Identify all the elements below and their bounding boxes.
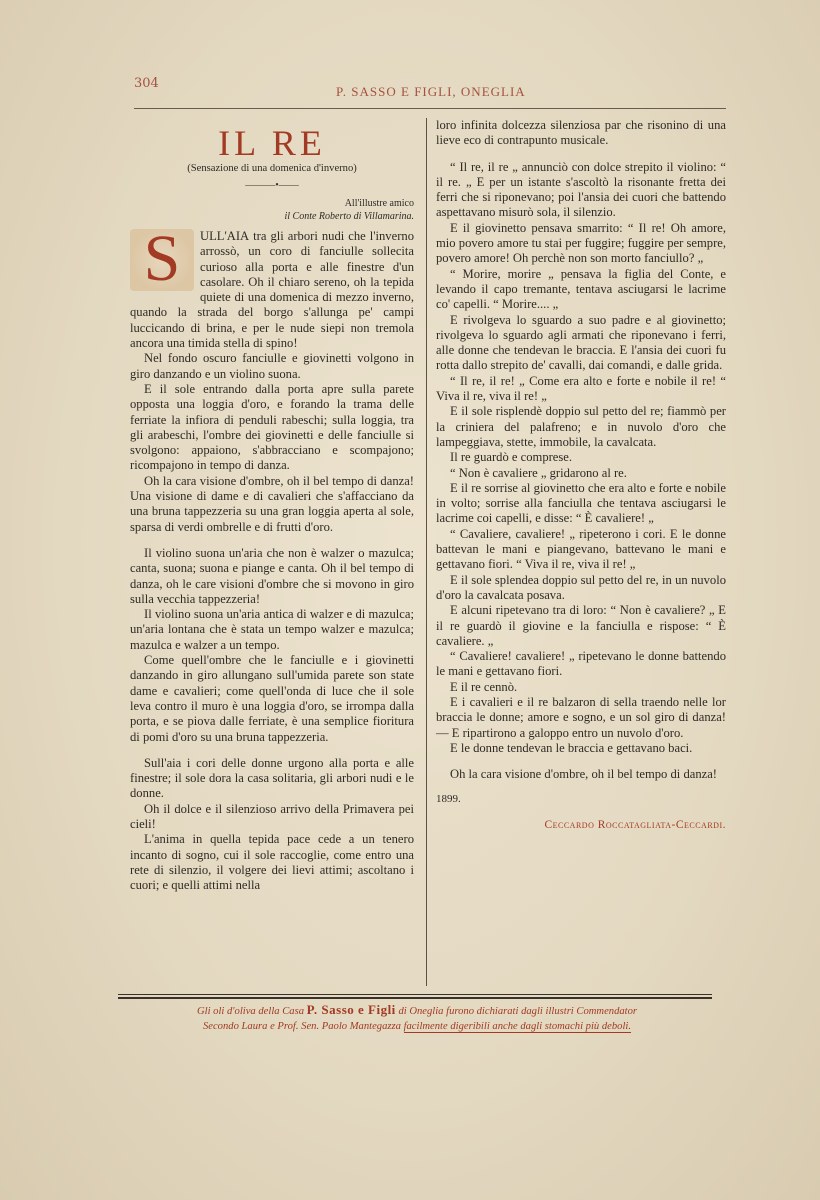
column-divider: [426, 118, 427, 986]
running-title: P. SASSO E FIGLI, ONEGLIA: [336, 84, 526, 99]
paragraph: “ Non è cavaliere „ gridarono al re.: [450, 465, 627, 480]
paragraph: Oh la cara visione d'ombre, oh il bel tempo di danza!: [450, 767, 718, 782]
footer-rule: [118, 994, 712, 995]
page-number: 304: [134, 76, 159, 91]
ad-brand: P. Sasso e Figli: [306, 1002, 396, 1017]
header-rule: [134, 108, 726, 109]
paragraph: “ Morire, morire „ pensava la figlia del Conte, e levando il capo tremante, tentava asciugarsi le lacrime co' capelli. “ Morire.... „: [436, 266, 726, 312]
paragraph: Il violino suona un'aria che non è walzer o mazulca; canta, suona; suona e piange e canta. Oh il bel tempo di danza, oh le care visioni d'ombre che si movono in giro sulla vecchia tappezzeria!: [130, 545, 414, 606]
dedication-line-2: il Conte Roberto di Villamarina.: [284, 211, 414, 222]
lead-words: ULL'AIA: [200, 229, 250, 243]
footer-rule-thick: [118, 997, 712, 999]
paragraph: E il sole entrando dalla porta apre sulla parete opposta una loggia d'oro, e forando la trama delle ferriate la infiora di penduli rabeschi; sulla loggia, tra gli arabeschi, l'ombre dei giovinetti e delle fanciulle si svolgono: appaiono, s'abbracciano e scompajono; ricompajono in tempo di danza.: [130, 381, 414, 473]
left-column: [130, 120, 414, 893]
paragraph: “ Cavaliere! cavaliere! „ ripetevano le donne battendo le mani e gettavano fiori.: [436, 649, 726, 679]
drop-cap-ornament: S: [130, 229, 194, 291]
paragraph: Il re guardò e comprese.: [450, 450, 573, 465]
paragraph: Il violino suona un'aria antica di walzer e di mazulca; un'aria lontana che è stata un tempo walzer e mazulca; mazulca e walzer a un tempo.: [130, 607, 414, 652]
ad-underlined-claim: facilmente digeribili anche dagli stomachi più deboli.: [403, 1021, 631, 1032]
article-subtitle: (Sensazione di una domenica d'inverno): [187, 163, 357, 174]
paragraph: S ULL'AIA tra gli arbori nudi che l'inverno arrossò, un coro di fanciulle sollecita curioso alla porta e alle finestre d'un casolare. Oh il chiaro sereno, oh la tepida quiete di una domenica di mezzo inverno, quando la strada del borgo s'allunga pe' campi luccicando di brina, e per le nude siepi non tremola ancora una timida stella di spino!: [130, 222, 414, 351]
title-ornament: ———•——: [245, 180, 299, 191]
paragraph: E il sole splendea doppio sul petto del re, in un nuvolo d'oro la cavalcata posava.: [436, 572, 726, 602]
paragraph: loro infinita dolcezza silenziosa par che risonino di una lieve eco di contrapunto musicale.: [436, 118, 726, 148]
right-column: [436, 118, 726, 833]
paragraph: “ Cavaliere, cavaliere! „ ripeterono i cori. E le donne battevan le mani e piangevano, battevano le mani e gettavano fiori. “ Viva il re, viva il re! „: [436, 526, 726, 572]
paragraph: Nel fondo oscuro fanciulle e giovinetti volgono in giro danzando e un violino suona.: [130, 351, 414, 381]
paragraph: Oh il dolce e il silenzioso arrivo della Primavera pei cieli!: [130, 801, 414, 831]
paragraph: “ Il re, il re! „ Come era alto e forte e nobile il re! “ Viva il re, viva il re! „: [436, 373, 726, 404]
article-date: 1899.: [436, 793, 461, 806]
dedication-line-1: All'illustre amico: [344, 198, 414, 209]
paragraph: E le donne tendevan le braccia e gettavano baci.: [450, 740, 693, 755]
article-title: IL RE: [218, 123, 326, 163]
paragraph: “ Il re, il re „ annunciò con dolce strepito il violino: “ il re. „ E per un istante s'ascoltò la risonante fretta dei ferri che si riponevano; poi l'ansia dei cuori che battendo aspettavano misurò sola, il silenzio.: [436, 159, 726, 220]
paragraph: E il re sorrise al giovinetto che era alto e forte e nobile in volto; sorrise alla fanciulla che tentava asciugarsi le lacrime coi capelli, e disse: “ È cavaliere! „: [436, 480, 726, 526]
dedication: [130, 197, 414, 223]
paragraph: E il sole risplendè doppio sul petto del re; fiammò per la criniera del palafreno; e in nuvolo d'oro che lampeggiava, stette, immobile, la cavalcata.: [436, 404, 726, 449]
paragraph: Come quell'ombre che le fanciulle e i giovinetti danzando in giro allungano sull'umida parete son state dame e cavalieri; come quell'onda di luce che il sole leva contro il muro è una loggia d'oro, se irrompa dalla porta, e se piova dalle ferriate, è una semplice fioritura di pomi d'oro su una bruna tappezzeria.: [130, 653, 414, 744]
paragraph: E il giovinetto pensava smarrito: “ Il re! Oh amore, mio povero amore tu stai per fuggire; fuggire per sempre, povero amore! Oh perchè non son morto fanciullo? „: [436, 220, 726, 266]
author-signature: Ceccardo Roccatagliata-Ceccardi.: [544, 818, 726, 831]
paragraph: L'anima in quella tepida pace cede a un tenero incanto di sogno, cui il sole raccoglie, come entro una rete di silenzio, il volgere dei lievi attimi; ascoltano i cuori; e quelli attimi nella: [130, 832, 414, 893]
advertisement: Gli oli d'oliva della Casa P. Sasso e Figli di Oneglia furono dichiarati dagli illustri Commendator Secondo Laura e Prof. Sen. Paolo Mantegazza facilmente digeribili anche dagli stomachi più deboli.: [196, 1002, 638, 1032]
paragraph: E il re cennò.: [450, 679, 518, 694]
paragraph: Oh la cara visione d'ombre, oh il bel tempo di danza! Una visione di dame e di cavalieri che s'affacciano da una bruna tappezzeria su una gran loggia aperta al sole, sparsa di verdi ombrelle e di frutti d'oro.: [130, 473, 414, 534]
paragraph: E rivolgeva lo sguardo a suo padre e al giovinetto; rivolgeva lo sguardo agli armati che riponevano i ferri, alle donne che tendevan le braccia. E l'ansia dei cuori fu rotta dallo strepito de' cavalli, dai comandi, e dalle grida.: [436, 312, 726, 373]
paragraph: Sull'aia i cori delle donne urgono alla porta e alle finestre; il sole dora la casa solitaria, gli arbori nudi e le donne.: [130, 755, 414, 801]
paragraph: E alcuni ripetevano tra di loro: “ Non è cavaliere? „ E il re guardò il giovine e la fanciulla e rispose: “ È cavaliere. „: [436, 603, 726, 648]
paragraph: E i cavalieri e il re balzaron di sella traendo nelle lor braccia le donne; amore e sogno, e un sol giro di danza! — E ripartirono a galoppo entro un nuvolo d'oro.: [436, 694, 726, 740]
